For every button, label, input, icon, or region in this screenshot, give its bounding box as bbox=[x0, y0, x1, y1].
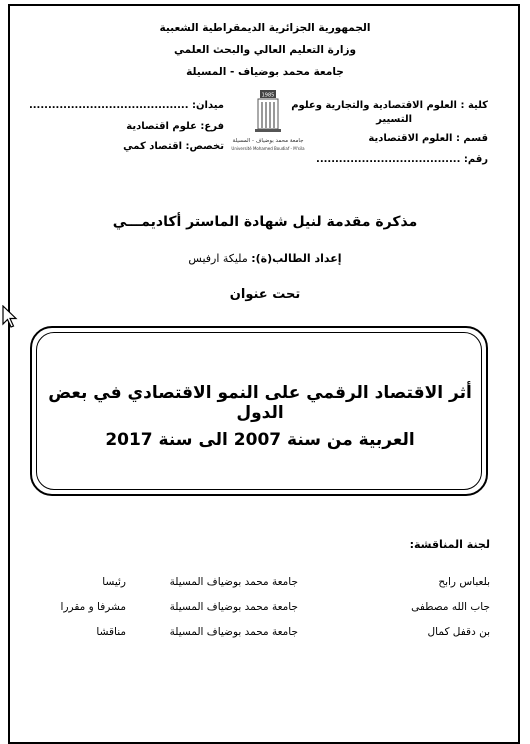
svg-text:Université Mohamed Boudiaf - M: Université Mohamed Boudiaf - M'sila bbox=[231, 146, 305, 151]
department-label: قسم : العلوم الاقتصادية bbox=[368, 133, 488, 144]
author-label: إعداد الطالب(ة): bbox=[251, 252, 342, 265]
jury-member-role: مناقشا bbox=[96, 626, 126, 638]
number-label: رقم: ...................................... bbox=[316, 154, 488, 165]
university-logo bbox=[228, 88, 308, 158]
jury-member-name: بن دقفل كمال bbox=[427, 626, 490, 638]
field-label: ميدان: .......................................... bbox=[28, 100, 224, 111]
specialty-label: تخصص: اقتصاد كمي bbox=[123, 141, 224, 152]
thesis-title-line1: أثر الاقتصاد الرقمي على النمو الاقتصادي في بعض الدول bbox=[48, 383, 472, 423]
jury-member-institution: جامعة محمد بوضياف المسيلة bbox=[169, 601, 298, 613]
author-line bbox=[0, 252, 530, 265]
header-ministry: وزارة التعليم العالي والبحث العلمي bbox=[173, 44, 357, 56]
mouse-cursor-icon bbox=[2, 305, 18, 333]
memoir-title: مذكرة مقدمة لنيل شهادة الماستر أكاديمـــي bbox=[112, 214, 418, 230]
branch-label: فرع: علوم اقتصادية bbox=[126, 121, 224, 132]
jury-member-role: رئيسا bbox=[102, 576, 126, 588]
author-name: مليكة ارفيس bbox=[188, 252, 248, 265]
jury-member-role: مشرفا و مقررا bbox=[60, 601, 126, 613]
svg-text:جامعة محمد بوضياف - المسيلة: جامعة محمد بوضياف - المسيلة bbox=[232, 138, 304, 144]
header-republic: الجمهورية الجزائرية الديمقراطية الشعبية bbox=[159, 22, 371, 34]
jury-member-name: جاب الله مصطفى bbox=[411, 601, 490, 613]
faculty-label: كلية : العلوم الاقتصادية والتجارية وعلوم bbox=[291, 100, 488, 111]
jury-member-name: بلعباس رابح bbox=[438, 576, 490, 588]
faculty-label-cont: التسيير bbox=[376, 114, 412, 125]
under-title: تحت عنوان bbox=[229, 287, 301, 302]
svg-text:1985: 1985 bbox=[261, 92, 275, 99]
header-university: جامعة محمد بوضياف - المسيلة bbox=[186, 66, 344, 78]
university-logo-icon bbox=[228, 88, 308, 158]
thesis-title-line2: العربية من سنة 2007 الى سنة 2017 bbox=[105, 430, 415, 450]
jury-member-institution: جامعة محمد بوضياف المسيلة bbox=[169, 576, 298, 588]
jury-heading: لجنة المناقشة: bbox=[409, 538, 490, 551]
jury-member-institution: جامعة محمد بوضياف المسيلة bbox=[169, 626, 298, 638]
